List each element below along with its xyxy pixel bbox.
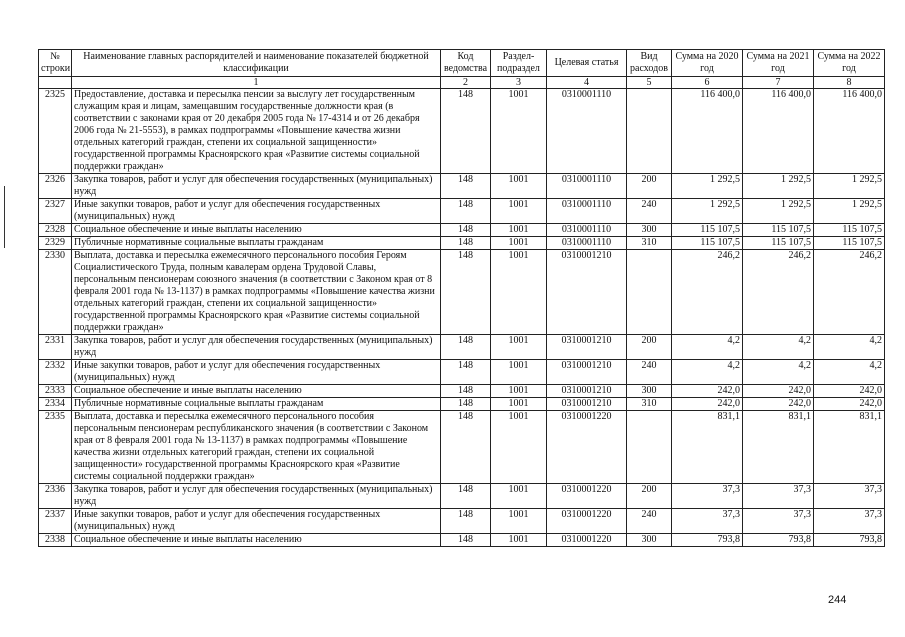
row-name: Публичные нормативные социальные выплаты гражданам bbox=[72, 237, 441, 250]
row-name: Предоставление, доставка и пересылка пенсии за выслугу лет государственным служащим края и лицам, замещавшим государственные должности края (в соответствии с законами края от 20 декабря 2005 года № 17-4314 и от 26 декабря 2006 года № 21-5553), в рамках подпрограммы «Повышение качества жизни отдельных категорий граждан, степени их социальной защищенности» государственной программы Красноярского края «Развитие системы социальной поддержки граждан» bbox=[72, 89, 441, 174]
row-expense-type bbox=[627, 250, 672, 335]
row-name: Закупка товаров, работ и услуг для обеспечения государственных (муниципальных) нужд bbox=[72, 484, 441, 509]
row-sum-2021: 246,2 bbox=[743, 250, 814, 335]
row-target-article: 0310001210 bbox=[547, 360, 627, 385]
row-sum-2020: 37,3 bbox=[672, 484, 743, 509]
header-sum-2020: Сумма на 2020 год bbox=[672, 50, 743, 77]
table-header-row bbox=[39, 50, 885, 77]
row-sum-2020: 4,2 bbox=[672, 335, 743, 360]
row-dept-code: 148 bbox=[441, 385, 491, 398]
row-name: Социальное обеспечение и иные выплаты населению bbox=[72, 534, 441, 547]
column-number: 4 bbox=[547, 77, 627, 89]
row-sum-2020: 1 292,5 bbox=[672, 199, 743, 224]
row-name: Иные закупки товаров, работ и услуг для обеспечения государственных (муниципальных) нужд bbox=[72, 199, 441, 224]
row-sum-2021: 4,2 bbox=[743, 360, 814, 385]
row-name: Публичные нормативные социальные выплаты гражданам bbox=[72, 398, 441, 411]
column-number: 3 bbox=[491, 77, 547, 89]
margin-mark bbox=[4, 186, 5, 248]
row-sum-2021: 793,8 bbox=[743, 534, 814, 547]
column-number: 8 bbox=[814, 77, 885, 89]
row-dept-code: 148 bbox=[441, 199, 491, 224]
row-sum-2021: 4,2 bbox=[743, 335, 814, 360]
row-sum-2022: 115 107,5 bbox=[814, 224, 885, 237]
row-number: 2331 bbox=[39, 335, 72, 360]
row-target-article: 0310001110 bbox=[547, 174, 627, 199]
column-number: 6 bbox=[672, 77, 743, 89]
row-dept-code: 148 bbox=[441, 534, 491, 547]
row-expense-type: 200 bbox=[627, 335, 672, 360]
row-section-code: 1001 bbox=[491, 174, 547, 199]
row-sum-2022: 116 400,0 bbox=[814, 89, 885, 174]
row-number: 2330 bbox=[39, 250, 72, 335]
header-sum-2022: Сумма на 2022 год bbox=[814, 50, 885, 77]
header-row-no: № строки bbox=[39, 50, 72, 77]
row-target-article: 0310001110 bbox=[547, 237, 627, 250]
row-dept-code: 148 bbox=[441, 398, 491, 411]
header-section: Раздел-подраздел bbox=[491, 50, 547, 77]
row-number: 2337 bbox=[39, 509, 72, 534]
table-row bbox=[39, 224, 885, 237]
row-expense-type: 240 bbox=[627, 509, 672, 534]
row-dept-code: 148 bbox=[441, 335, 491, 360]
row-expense-type bbox=[627, 411, 672, 484]
row-target-article: 0310001210 bbox=[547, 385, 627, 398]
row-target-article: 0310001220 bbox=[547, 484, 627, 509]
row-sum-2022: 115 107,5 bbox=[814, 237, 885, 250]
row-target-article: 0310001220 bbox=[547, 509, 627, 534]
row-sum-2020: 242,0 bbox=[672, 398, 743, 411]
row-target-article: 0310001210 bbox=[547, 398, 627, 411]
row-sum-2021: 242,0 bbox=[743, 398, 814, 411]
table-row bbox=[39, 509, 885, 534]
row-sum-2022: 37,3 bbox=[814, 484, 885, 509]
row-sum-2022: 37,3 bbox=[814, 509, 885, 534]
row-sum-2022: 4,2 bbox=[814, 360, 885, 385]
table-row bbox=[39, 174, 885, 199]
row-target-article: 0310001220 bbox=[547, 534, 627, 547]
row-sum-2020: 116 400,0 bbox=[672, 89, 743, 174]
row-sum-2022: 246,2 bbox=[814, 250, 885, 335]
table-row bbox=[39, 250, 885, 335]
row-expense-type: 310 bbox=[627, 237, 672, 250]
row-number: 2329 bbox=[39, 237, 72, 250]
row-dept-code: 148 bbox=[441, 411, 491, 484]
row-sum-2022: 4,2 bbox=[814, 335, 885, 360]
row-sum-2022: 1 292,5 bbox=[814, 174, 885, 199]
row-dept-code: 148 bbox=[441, 509, 491, 534]
row-sum-2021: 1 292,5 bbox=[743, 174, 814, 199]
page-number: 244 bbox=[828, 594, 847, 606]
row-section-code: 1001 bbox=[491, 534, 547, 547]
table-row bbox=[39, 411, 885, 484]
table-row bbox=[39, 398, 885, 411]
row-expense-type: 200 bbox=[627, 484, 672, 509]
row-sum-2021: 115 107,5 bbox=[743, 224, 814, 237]
row-sum-2022: 242,0 bbox=[814, 398, 885, 411]
row-expense-type: 240 bbox=[627, 360, 672, 385]
column-number-row bbox=[39, 77, 885, 89]
row-section-code: 1001 bbox=[491, 385, 547, 398]
column-number bbox=[39, 77, 72, 89]
row-sum-2020: 246,2 bbox=[672, 250, 743, 335]
row-name: Выплата, доставка и пересылка ежемесячного персонального пособия персональным пенсионерам республиканского значения (в соответствии с Законом края от 8 февраля 2001 года № 13-1137) в рамках подпрограммы «Повышение качества жизни отдельных категорий граждан, степени их социальной защищенности» государственной программы Красноярского края «Развитие системы социальной поддержки граждан» bbox=[72, 411, 441, 484]
row-section-code: 1001 bbox=[491, 89, 547, 174]
row-sum-2022: 242,0 bbox=[814, 385, 885, 398]
row-sum-2021: 37,3 bbox=[743, 509, 814, 534]
row-dept-code: 148 bbox=[441, 360, 491, 385]
table-row bbox=[39, 360, 885, 385]
row-sum-2020: 1 292,5 bbox=[672, 174, 743, 199]
row-dept-code: 148 bbox=[441, 237, 491, 250]
row-expense-type: 300 bbox=[627, 385, 672, 398]
row-number: 2335 bbox=[39, 411, 72, 484]
row-expense-type: 300 bbox=[627, 224, 672, 237]
row-name: Социальное обеспечение и иные выплаты населению bbox=[72, 385, 441, 398]
row-number: 2332 bbox=[39, 360, 72, 385]
row-expense-type bbox=[627, 89, 672, 174]
row-sum-2022: 831,1 bbox=[814, 411, 885, 484]
row-section-code: 1001 bbox=[491, 411, 547, 484]
row-expense-type: 310 bbox=[627, 398, 672, 411]
row-sum-2021: 116 400,0 bbox=[743, 89, 814, 174]
row-number: 2336 bbox=[39, 484, 72, 509]
row-sum-2021: 37,3 bbox=[743, 484, 814, 509]
row-name: Иные закупки товаров, работ и услуг для обеспечения государственных (муниципальных) нужд bbox=[72, 509, 441, 534]
row-name: Выплата, доставка и пересылка ежемесячного персонального пособия Героям Социалистического Труда, полным кавалерам ордена Трудовой Славы, персональным пенсионерам союзного значения (в соответствии с Законом края от 8 февраля 2001 года № 13-1137) в рамках подпрограммы «Повышение качества жизни отдельных категорий граждан, степени их социальной защищенности» государственной программы Красноярского края «Развитие системы социальной поддержки граждан» bbox=[72, 250, 441, 335]
row-target-article: 0310001110 bbox=[547, 224, 627, 237]
header-article: Целевая статья bbox=[547, 50, 627, 77]
row-section-code: 1001 bbox=[491, 484, 547, 509]
row-section-code: 1001 bbox=[491, 237, 547, 250]
row-target-article: 0310001210 bbox=[547, 335, 627, 360]
table-row bbox=[39, 237, 885, 250]
row-dept-code: 148 bbox=[441, 484, 491, 509]
column-number: 5 bbox=[627, 77, 672, 89]
row-target-article: 0310001110 bbox=[547, 89, 627, 174]
header-sum-2021: Сумма на 2021 год bbox=[743, 50, 814, 77]
row-number: 2327 bbox=[39, 199, 72, 224]
row-expense-type: 200 bbox=[627, 174, 672, 199]
row-number: 2325 bbox=[39, 89, 72, 174]
row-sum-2021: 115 107,5 bbox=[743, 237, 814, 250]
row-target-article: 0310001210 bbox=[547, 250, 627, 335]
row-name: Социальное обеспечение и иные выплаты населению bbox=[72, 224, 441, 237]
row-dept-code: 148 bbox=[441, 174, 491, 199]
row-target-article: 0310001110 bbox=[547, 199, 627, 224]
row-sum-2022: 1 292,5 bbox=[814, 199, 885, 224]
row-sum-2020: 4,2 bbox=[672, 360, 743, 385]
row-sum-2020: 115 107,5 bbox=[672, 237, 743, 250]
row-target-article: 0310001220 bbox=[547, 411, 627, 484]
header-dept: Код ведомства bbox=[441, 50, 491, 77]
row-sum-2020: 115 107,5 bbox=[672, 224, 743, 237]
table-row bbox=[39, 534, 885, 547]
row-sum-2020: 242,0 bbox=[672, 385, 743, 398]
row-section-code: 1001 bbox=[491, 224, 547, 237]
row-name: Закупка товаров, работ и услуг для обеспечения государственных (муниципальных) нужд bbox=[72, 174, 441, 199]
row-name: Иные закупки товаров, работ и услуг для обеспечения государственных (муниципальных) нужд bbox=[72, 360, 441, 385]
row-sum-2021: 1 292,5 bbox=[743, 199, 814, 224]
table-row bbox=[39, 199, 885, 224]
row-sum-2020: 831,1 bbox=[672, 411, 743, 484]
row-expense-type: 300 bbox=[627, 534, 672, 547]
row-section-code: 1001 bbox=[491, 250, 547, 335]
column-number: 7 bbox=[743, 77, 814, 89]
table-row bbox=[39, 484, 885, 509]
row-expense-type: 240 bbox=[627, 199, 672, 224]
row-section-code: 1001 bbox=[491, 398, 547, 411]
header-expense-type: Вид расходов bbox=[627, 50, 672, 77]
column-number: 1 bbox=[72, 77, 441, 89]
row-section-code: 1001 bbox=[491, 509, 547, 534]
row-number: 2334 bbox=[39, 398, 72, 411]
row-sum-2020: 37,3 bbox=[672, 509, 743, 534]
row-sum-2020: 793,8 bbox=[672, 534, 743, 547]
row-number: 2333 bbox=[39, 385, 72, 398]
row-section-code: 1001 bbox=[491, 360, 547, 385]
row-sum-2021: 242,0 bbox=[743, 385, 814, 398]
row-number: 2328 bbox=[39, 224, 72, 237]
table-row bbox=[39, 385, 885, 398]
table-row bbox=[39, 335, 885, 360]
row-dept-code: 148 bbox=[441, 224, 491, 237]
row-dept-code: 148 bbox=[441, 250, 491, 335]
row-number: 2338 bbox=[39, 534, 72, 547]
row-section-code: 1001 bbox=[491, 335, 547, 360]
row-section-code: 1001 bbox=[491, 199, 547, 224]
budget-table bbox=[38, 49, 885, 547]
row-number: 2326 bbox=[39, 174, 72, 199]
column-number: 2 bbox=[441, 77, 491, 89]
header-name: Наименование главных распорядителей и наименование показателей бюджетной классификации bbox=[72, 50, 441, 77]
row-sum-2022: 793,8 bbox=[814, 534, 885, 547]
row-name: Закупка товаров, работ и услуг для обеспечения государственных (муниципальных) нужд bbox=[72, 335, 441, 360]
row-dept-code: 148 bbox=[441, 89, 491, 174]
row-sum-2021: 831,1 bbox=[743, 411, 814, 484]
table-row bbox=[39, 89, 885, 174]
